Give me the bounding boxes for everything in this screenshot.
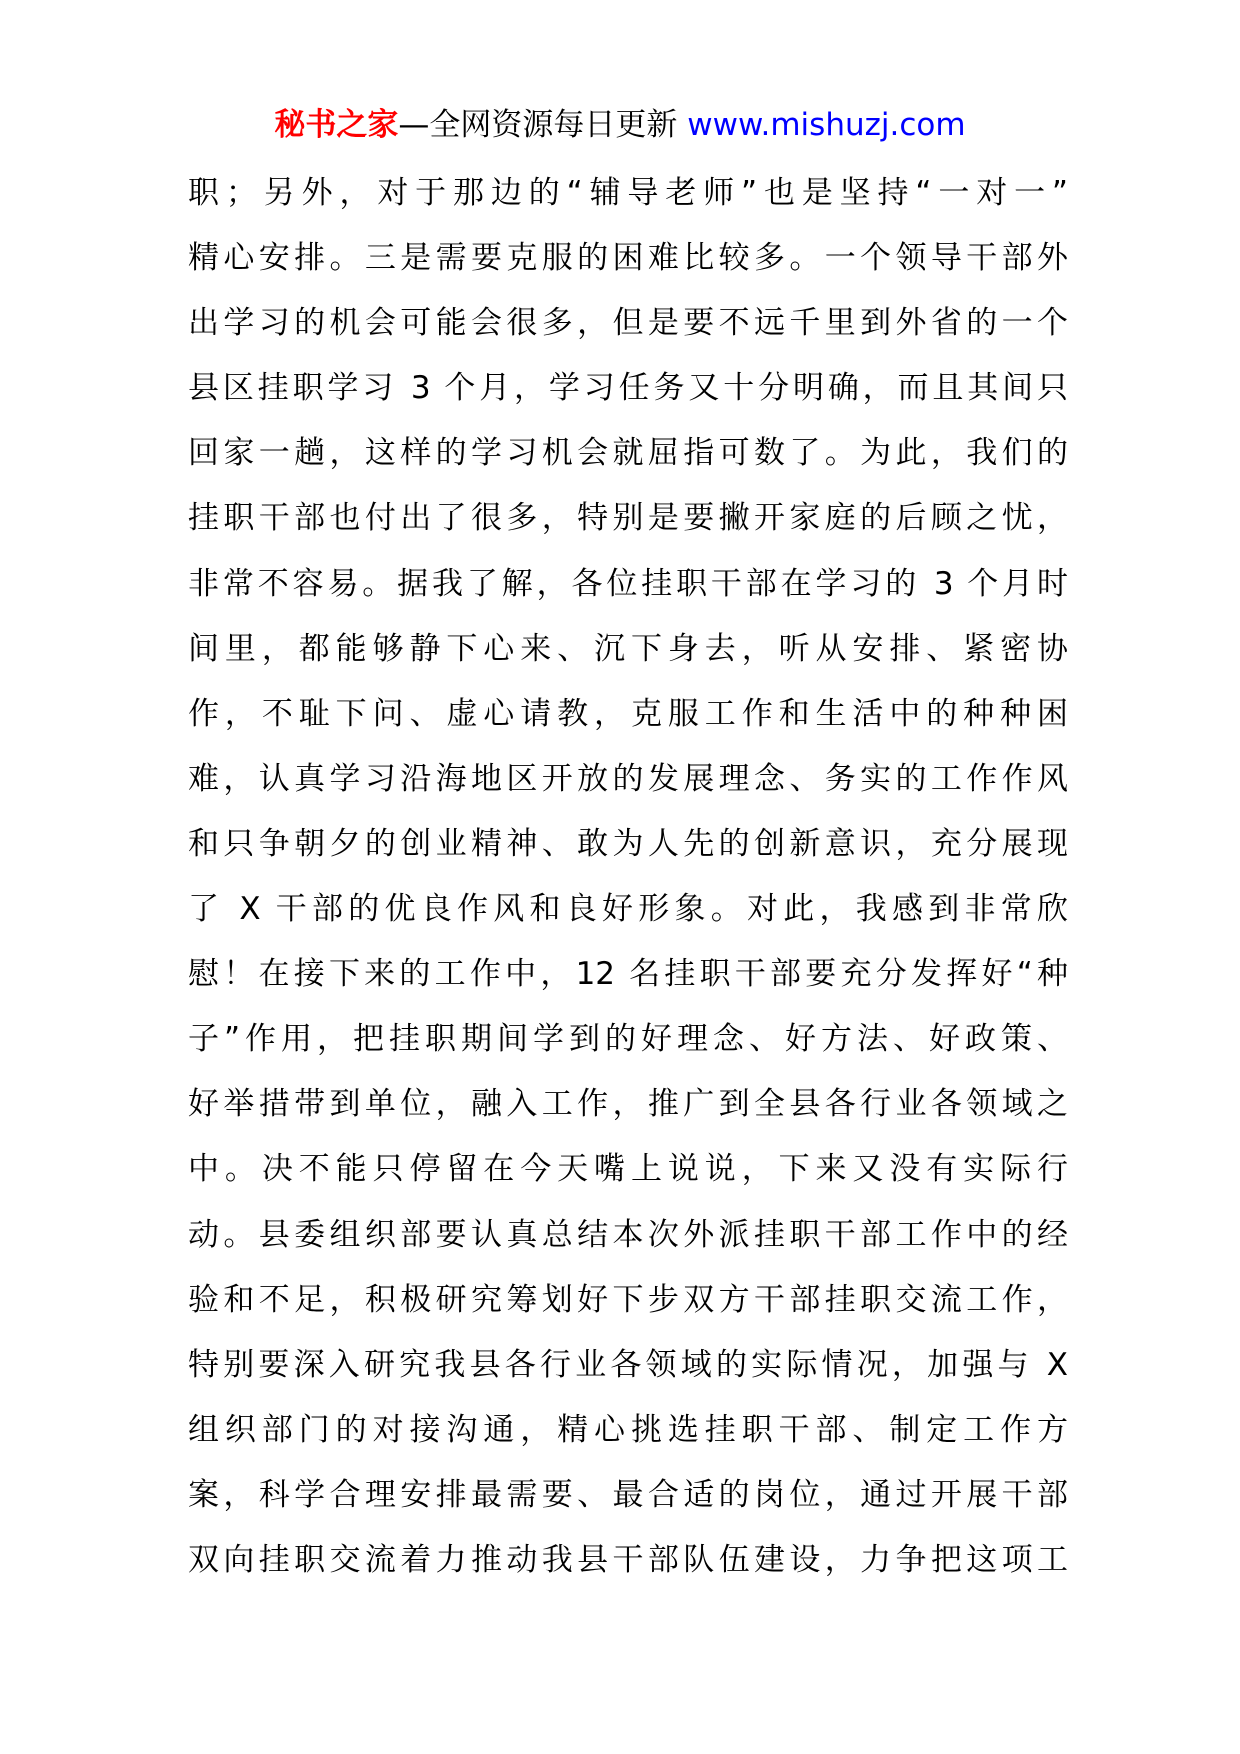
text-line: 慰！在接下来的工作中，12 名挂职干部要充分发挥好“种 [188,956,1068,993]
text-line: 特别要深入研究我县各行业各领域的实际情况，加强与 X [188,1346,1068,1383]
text-line: 间里，都能够静下心来、沉下身去，听从安排、紧密协 [188,630,1068,667]
text-line: 好举措带到单位，融入工作，推广到全县各行业各领域之 [188,1086,1068,1123]
text-line: 中。决不能只停留在今天嘴上说说，下来又没有实际行 [188,1151,1068,1188]
text-line: 回家一趟，这样的学习机会就屈指可数了。为此，我们的 [188,435,1068,472]
text-line: 精心安排。三是需要克服的困难比较多。一个领导干部外 [188,240,1068,277]
text-line: 县区挂职学习 3 个月，学习任务又十分明确，而且其间只 [188,370,1068,407]
site-url-link[interactable]: www.mishuzj.com [687,107,966,143]
brand-name: 秘书之家 [274,107,399,143]
text-line: 非常不容易。据我了解，各位挂职干部在学习的 3 个月时 [188,565,1068,602]
text-line: 出学习的机会可能会很多，但是要不远千里到外省的一个 [188,305,1068,342]
text-line: 子”作用，把挂职期间学到的好理念、好方法、好政策、 [188,1021,1068,1058]
text-line: 案，科学合理安排最需要、最合适的岗位，通过开展干部 [188,1476,1068,1513]
header-slogan: —全网资源每日更新 [398,107,678,143]
text-line: 和只争朝夕的创业精神、敢为人先的创新意识，充分展现 [188,825,1068,862]
text-line: 双向挂职交流着力推动我县干部队伍建设，力争把这项工 [188,1541,1068,1578]
text-line: 难，认真学习沿海地区开放的发展理念、务实的工作作风 [188,760,1068,797]
text-line: 动。县委组织部要认真总结本次外派挂职干部工作中的经 [188,1216,1068,1253]
page-header [0,100,1240,150]
text-line: 验和不足，积极研究筹划好下步双方干部挂职交流工作， [188,1281,1068,1318]
text-line: 了 X 干部的优良作风和良好形象。对此，我感到非常欣 [188,891,1068,928]
text-line: 作，不耻下问、虚心请教，克服工作和生活中的种种困 [188,695,1068,732]
text-line: 职；另外，对于那边的“辅导老师”也是坚持“一对一” [188,175,1068,211]
text-line: 挂职干部也付出了很多，特别是要撇开家庭的后顾之忧， [188,500,1068,537]
text-line: 组织部门的对接沟通，精心挑选挂职干部、制定工作方 [188,1411,1068,1448]
body-text [188,161,1068,1593]
